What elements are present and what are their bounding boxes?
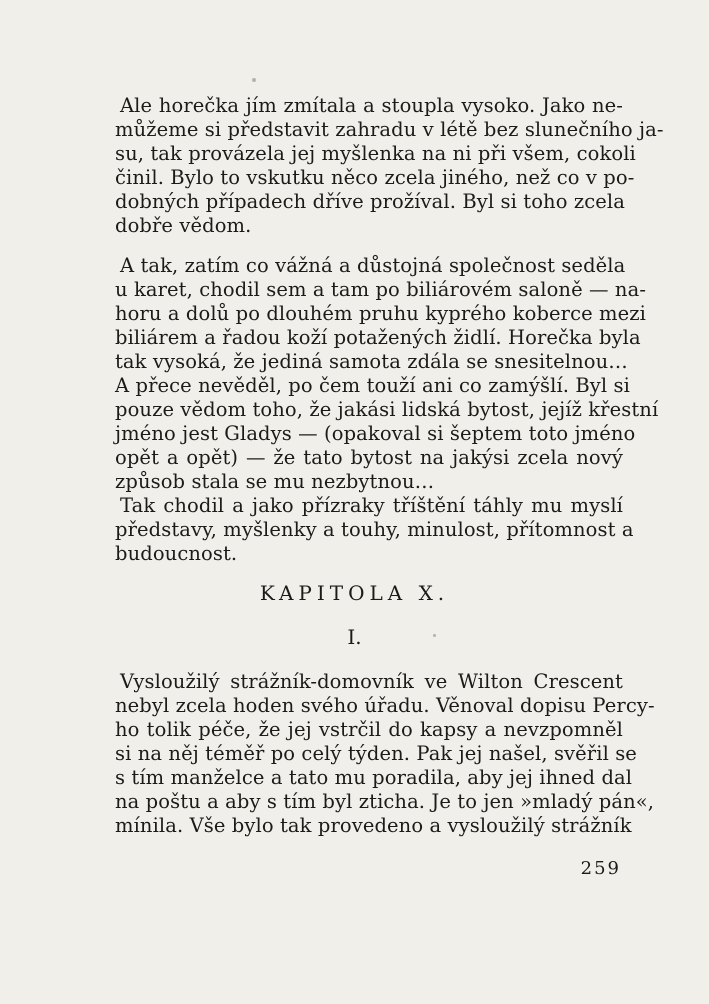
text-line: pouze vědom toho, že jakási lidská bytost, jejíž křestní <box>115 398 659 421</box>
text-line: Ale horečka jím zmítala a stoupla vysoko. Jako ne- <box>120 94 623 117</box>
text-line: činil. Bylo to vskutku něco zcela jiného, než co v po- <box>115 166 635 189</box>
text-line: budoucnost. <box>115 542 238 565</box>
text-line: tak vysoká, že jediná samota zdála se snesitelnou… <box>115 350 628 373</box>
text-line: ho tolik péče, že jej vstrčil do kapsy a nevzpomněl <box>115 718 623 741</box>
text-line: Vysloužilý strážník-domovník ve Wilton Crescent <box>120 670 623 693</box>
text-line: mínila. Vše bylo tak provedeno a vysloužilý strážník <box>115 814 632 837</box>
text-line: biliárem a řadou koží potažených židlí. Horečka byla <box>115 326 641 349</box>
paper-speck <box>252 78 256 82</box>
text-line: A tak, zatím co vážná a důstojná společnost seděla <box>120 254 626 277</box>
section-heading: I. <box>347 625 362 649</box>
text-line: si na něj téměř po celý týden. Pak jej našel, svěřil se <box>115 742 637 765</box>
text-line: s tím manželce a tato mu poradila, aby jej ihned dal <box>115 766 633 789</box>
page-number: 259 <box>580 858 621 879</box>
text-line: dobře vědom. <box>115 214 252 237</box>
chapter-heading: KAPITOLA X. <box>259 581 450 605</box>
text-line: na poštu a aby s tím byl zticha. Je to jen »mladý pán«, <box>115 790 655 813</box>
text-line: u karet, chodil sem a tam po biliárovém saloně — na- <box>115 278 647 301</box>
text-line: představy, myšlenky a touhy, minulost, přítomnost a <box>115 518 634 541</box>
text-line: nebyl zcela hoden svého úřadu. Věnoval dopisu Percy- <box>115 694 655 717</box>
text-line: A přece nevěděl, po čem touží ani co zamýšlí. Byl si <box>115 374 630 397</box>
text-line: Tak chodil a jako přízraky tříštění táhly mu myslí <box>120 494 623 517</box>
text-line: opět a opět) — že tato bytost na jakýsi zcela nový <box>115 446 623 469</box>
text-line: můžeme si představit zahradu v létě bez slunečního ja- <box>115 118 664 141</box>
text-line: su, tak provázela jej myšlenka na ni při všem, cokoli <box>115 142 636 165</box>
text-line: jméno jest Gladys — (opakoval si šeptem toto jméno <box>115 422 636 445</box>
text-line: dobných případech dříve prožíval. Byl si toho zcela <box>115 190 625 213</box>
text-line: způsob stala se mu nezbytnou… <box>115 470 435 493</box>
text-line: horu a dolů po dlouhém pruhu kyprého koberce mezi <box>115 302 646 325</box>
